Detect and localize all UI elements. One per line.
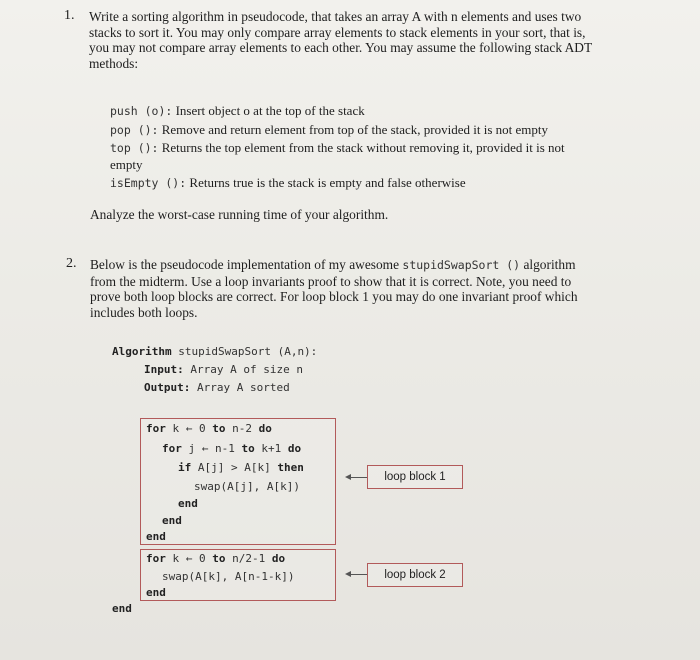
- block1-line: end: [162, 514, 182, 527]
- method-name: pop ():: [110, 122, 159, 137]
- question-2-line-part: Below is the pseudocode implementation of my awesome: [90, 257, 403, 272]
- block2-line: end: [146, 586, 166, 599]
- algorithm-header: [112, 344, 317, 396]
- question-1-line: Write a sorting algorithm in pseudocode, that takes an array A with n elements and uses two: [89, 9, 582, 24]
- method-desc: empty: [110, 156, 143, 172]
- question-2-line: [90, 257, 670, 274]
- question-2-text: [90, 257, 670, 320]
- question-1-text: [89, 9, 669, 71]
- method-top-continued: [110, 157, 670, 174]
- algorithm-keyword: Algorithm: [112, 345, 172, 358]
- block1-line: if A[j] > A[k] then: [178, 461, 304, 474]
- question-2-line: prove both loop blocks are correct. For loop block 1 you may do one invariant proof which: [90, 289, 578, 304]
- input-keyword: Input:: [144, 363, 184, 376]
- algorithm-input: [112, 362, 317, 378]
- loop-block-2-label: loop block 2: [367, 563, 463, 587]
- method-name: push (o):: [110, 104, 173, 118]
- block2-line: for k ← 0 to n/2-1 do: [146, 552, 286, 565]
- question-2-line: includes both loops.: [90, 304, 198, 320]
- input-rest: Array A of size n: [183, 363, 303, 376]
- method-desc: Insert object o at the top of the stack: [172, 103, 365, 118]
- stack-adt-methods: [110, 103, 670, 192]
- question-1-line: you may not compare array elements to each other. You may assume the following stack ADT: [89, 40, 593, 55]
- output-keyword: Output:: [144, 381, 191, 394]
- arrow-block-1: [350, 477, 367, 478]
- block1-line: swap(A[j], A[k]): [194, 480, 300, 493]
- loop-block-1-label: loop block 1: [367, 465, 463, 489]
- algorithm-signature-rest: stupidSwapSort (A,n):: [171, 345, 318, 358]
- question-1-line: methods:: [89, 55, 139, 71]
- question-2-number: 2.: [66, 256, 77, 271]
- block1-line: for k ← 0 to n-2 do: [146, 422, 272, 435]
- method-name: isEmpty ():: [110, 176, 187, 190]
- method-desc: Returns true is the stack is empty and false otherwise: [186, 175, 466, 190]
- question-2-line: from the midterm. Use a loop invariants proof to show that it is correct. Note, you need to: [90, 273, 572, 289]
- algorithm-output: [112, 380, 317, 396]
- output-rest: Array A sorted: [190, 381, 290, 394]
- block2-line: swap(A[k], A[n-1-k]): [162, 570, 295, 583]
- algorithm-end: end: [112, 602, 132, 615]
- question-1-line: stacks to sort it. You may only compare array elements to stack elements in your sort, that is,: [89, 24, 586, 40]
- arrow-block-2: [350, 574, 367, 575]
- method-name: top ():: [110, 141, 159, 155]
- algorithm-signature: [112, 344, 317, 360]
- algorithm-name-inline: stupidSwapSort (): [402, 258, 521, 272]
- method-desc: Returns the top element from the stack without removing it, provided it is not: [158, 140, 565, 155]
- method-top: [110, 140, 670, 157]
- method-isempty: [110, 175, 670, 192]
- block1-line: for j ← n-1 to k+1 do: [162, 442, 302, 455]
- question-2-line-part: algorithm: [520, 257, 576, 272]
- method-pop: [110, 122, 670, 139]
- method-desc: Remove and return element from top of the stack, provided it is not empty: [158, 121, 549, 137]
- question-1-number: 1.: [64, 8, 75, 23]
- block1-line: end: [178, 497, 198, 510]
- method-push: [110, 103, 670, 120]
- question-1-analyze: Analyze the worst-case running time of your algorithm.: [90, 207, 389, 222]
- block1-line: end: [146, 530, 166, 543]
